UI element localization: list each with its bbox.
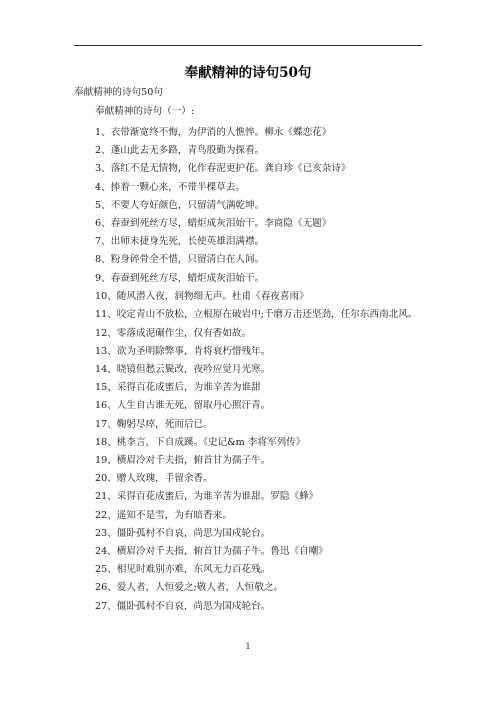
list-item: 16、人生自古谁无死，留取丹心照汗青。 xyxy=(95,400,271,412)
list-item: 24、横眉冷对千夫指，俯首甘为孺子牛。鲁迅《自嘲》 xyxy=(95,545,328,557)
list-item: 5、不要人夸好颜色，只留清气满乾坤。 xyxy=(95,199,265,211)
list-item: 18、桃李言，下自成蹊。《史记&m 李将军列传》 xyxy=(95,436,306,448)
list-item: 27、僵卧孤村不自哀，尚思为国戍轮台。 xyxy=(95,600,271,612)
poem-list xyxy=(74,124,426,616)
list-item: 20、赠人玫瑰，手留余香。 xyxy=(95,473,213,485)
list-item: 3、落红不是无情物，化作春泥更护花。龚自珍《已亥杂诗》 xyxy=(95,163,351,175)
list-item: 15、采得百花成蜜后，为谁辛苦为谁甜 xyxy=(95,382,261,394)
list-item: 6、春蚕到死丝方尽，蜡炬成灰泪始干。李商隐《无题》 xyxy=(95,218,332,230)
list-item: 13、欲为圣明除弊事，肯将衰朽惜残年。 xyxy=(95,345,271,357)
section-heading: 奉献精神的诗句（一）: xyxy=(95,106,195,117)
list-item: 26、爱人者，人恒爱之;敬人者，人恒敬之。 xyxy=(95,582,284,594)
page-number: 1 xyxy=(245,642,251,651)
header-rule xyxy=(74,45,422,46)
list-item: 12、零落成泥碾作尘，仅有香如故。 xyxy=(95,327,252,339)
list-item: 4、捧着一颗心来，不带半棵草去。 xyxy=(95,181,246,193)
list-item: 21、采得百花成蜜后，为谁辛苦为谁甜。罗隐《蜂》 xyxy=(95,491,319,503)
list-item: 7、出师未捷身先死，长使英雄泪满襟。 xyxy=(95,236,265,248)
list-item: 23、僵卧孤村不自哀，尚思为国戍轮台。 xyxy=(95,527,271,539)
list-item: 11、咬定青山不放松，立根原在破岩中;千磨万击还坚劲，任尔东西南北风。 xyxy=(95,309,418,321)
list-item: 10、随风潜入夜，润物细无声。杜甫《春夜喜雨》 xyxy=(95,290,309,302)
list-item: 2、蓬山此去无多路，青鸟殷勤为探看。 xyxy=(95,145,265,157)
list-item: 1、衣带渐宽终不悔，为伊消的人憔悴。柳永《蝶恋花》 xyxy=(95,127,332,138)
list-item: 25、相见时难别亦难，东风无力百花残。 xyxy=(95,564,271,576)
list-item: 14、晓镜但愁云鬓改，夜吟应觉月光寒。 xyxy=(95,363,271,375)
list-item: 9、春蚕到死丝方尽，蜡炬成灰泪始干。 xyxy=(95,272,265,284)
list-item: 17、鞠躬尽瘁，死而后已。 xyxy=(95,418,213,430)
list-item: 19、横眉冷对千夫指，俯首甘为孺子牛。 xyxy=(95,454,271,466)
document-title: 奉献精神的诗句50句 xyxy=(184,65,312,81)
document-subtitle: 奉献精神的诗句50句 xyxy=(74,87,163,98)
list-item: 8、粉身碎骨全不惜，只留清白在人间。 xyxy=(95,254,265,266)
list-item: 22、遥知不是雪，为有暗香来。 xyxy=(95,509,232,521)
